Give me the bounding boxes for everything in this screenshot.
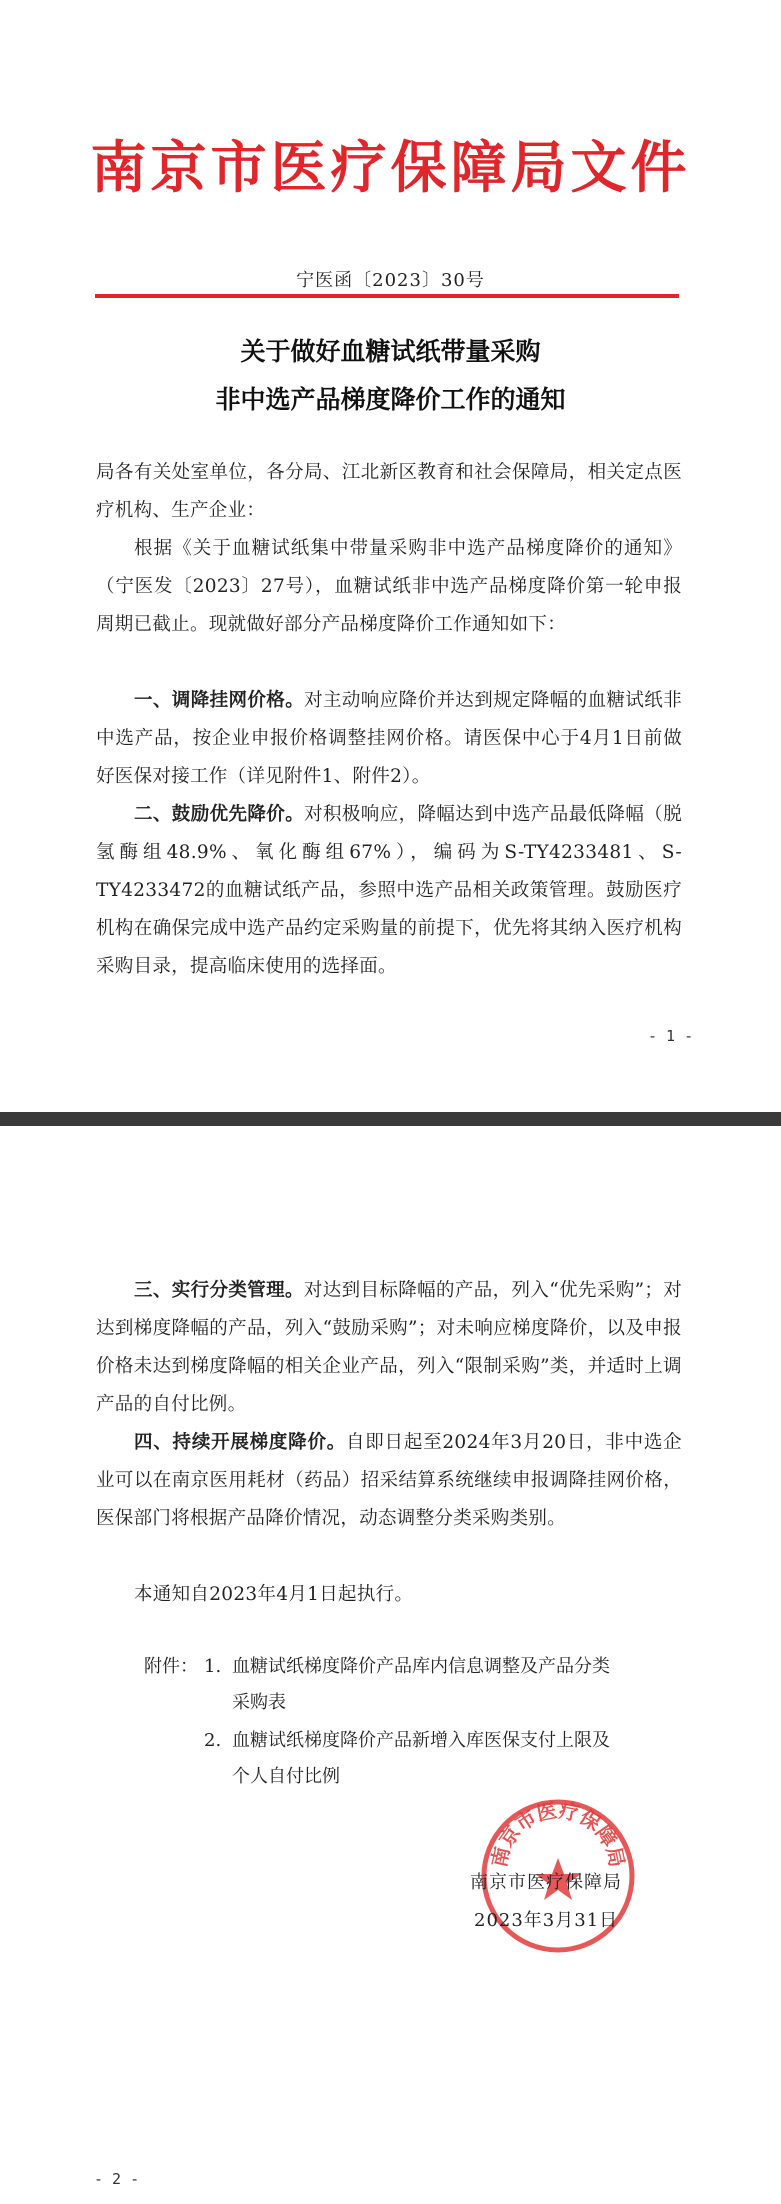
- section-3-body: 对达到目标降幅的产品，列入“优先采购”；对达到梯度降幅的产品，列入“鼓励采购”；对未响应梯度降价，以及申报价格未达到梯度降幅的相关企业产品，列入“限制采购”类，并适时上调产品的自付比例。: [96, 1280, 683, 1415]
- page-number-1: - 1 -: [648, 1027, 694, 1045]
- section-3-heading: 三、实行分类管理。: [134, 1280, 304, 1301]
- attachment-2-line-1: 血糖试纸梯度降价产品新增入库医保支付上限及: [232, 1730, 610, 1751]
- section-1: [96, 682, 682, 796]
- signature-date: 2023年3月31日: [474, 1910, 619, 1931]
- page-number-2: - 2 -: [94, 2170, 140, 2188]
- document-header-title: 南京市医疗保障局文件: [90, 135, 691, 201]
- section-1-body: 对主动响应降价并达到规定降幅的血糖试纸非中选产品，按企业申报价格调整挂网价格。请医保中心于4月1日前做好医保对接工作（详见附件1、附件2）。: [96, 690, 682, 787]
- attachment-2-line-2: 个人自付比例: [232, 1766, 340, 1787]
- attachments-label: 附件：: [144, 1656, 198, 1677]
- attachment-2-number: 2.: [204, 1730, 222, 1751]
- salutation: 局各有关处室单位，各分局、江北新区教育和社会保障局，相关定点医疗机构、生产企业：: [96, 462, 682, 521]
- notice-title-line-1: 关于做好血糖试纸带量采购: [240, 337, 541, 366]
- effective-date-paragraph: 本通知自2023年4月1日起执行。: [134, 1584, 414, 1605]
- section-4-heading: 四、持续开展梯度降价。: [134, 1432, 346, 1453]
- attachment-1-number: 1.: [204, 1656, 222, 1677]
- section-4: [96, 1424, 682, 1538]
- document-page-2: [0, 1126, 781, 2204]
- section-3: [96, 1272, 682, 1424]
- intro-paragraph: 根据《关于血糖试纸集中带量采购非中选产品梯度降价的通知》（宁医发〔2023〕27号），血糖试纸非中选产品梯度降价第一轮申报周期已截止。现就做好部分产品梯度降价工作通知如下：: [96, 538, 682, 635]
- section-2-heading: 二、鼓励优先降价。: [134, 804, 305, 825]
- attachment-1-line-2: 采购表: [232, 1692, 286, 1713]
- attachment-1-line-1: 血糖试纸梯度降价产品库内信息调整及产品分类: [232, 1656, 610, 1677]
- section-1-heading: 一、调降挂网价格。: [134, 690, 305, 711]
- document-number: 宁医函〔2023〕30号: [296, 270, 485, 291]
- section-2-body: 对积极响应，降幅达到中选产品最低降幅（脱氢酶组48.9%、氧化酶组67%），编码为S-TY4233481、S-TY4233472的血糖试纸产品，参照中选产品相关政策管理。鼓励医疗机构在确保完成中选产品约定采购量的前提下，优先将其纳入医疗机构采购目录，提高临床使用的选择面。: [96, 804, 682, 977]
- section-2: [96, 796, 682, 986]
- red-header-rule: [95, 294, 679, 298]
- seal-text: 南京市医疗保障局: [486, 1798, 630, 1870]
- notice-title-line-2: 非中选产品梯度降价工作的通知: [215, 385, 566, 414]
- section-4-body: 自即日起至2024年3月20日，非中选企业可以在南京医用耗材（药品）招采结算系统继续申报调降挂网价格，医保部门将根据产品降价情况，动态调整分类采购类别。: [96, 1432, 682, 1529]
- signature-organization: 南京市医疗保障局: [470, 1872, 622, 1893]
- notice-title: [0, 328, 781, 424]
